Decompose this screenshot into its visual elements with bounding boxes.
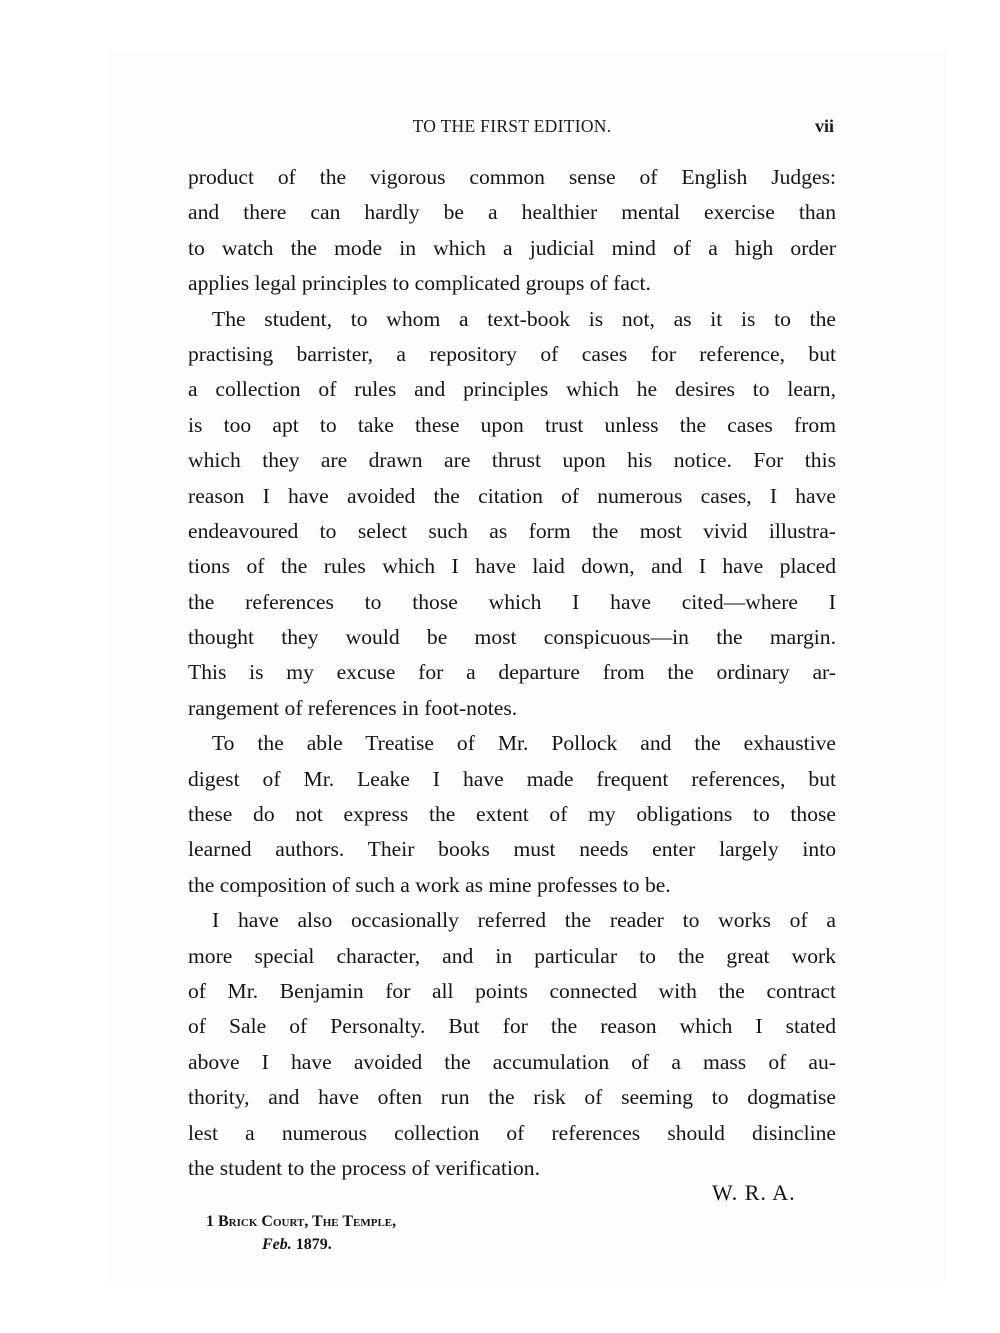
running-title: TO THE FIRST EDITION.	[412, 116, 612, 136]
text-line: reason I have avoided the citation of numerous cases, I have	[188, 483, 836, 508]
running-head	[188, 112, 836, 142]
text-line: product of the vigorous common sense of English Judges:	[188, 165, 836, 189]
body-text	[188, 160, 836, 1186]
text-line: and there can hardly be a healthier mental exercise than	[188, 200, 836, 225]
text-line: a collection of rules and principles which he desires to learn,	[188, 377, 836, 402]
text-line: the student to the process of verification.	[188, 1155, 540, 1180]
text-line: which they are drawn are thrust upon his notice. For this	[188, 448, 836, 473]
text-line: to watch the mode in which a judicial mind of a high order	[188, 235, 836, 260]
text-line: these do not express the extent of my obligations to those	[188, 802, 836, 827]
text-line: the composition of such a work as mine professes to be.	[188, 872, 671, 897]
author-initials: W. R. A.	[712, 1180, 796, 1205]
text-line: above I have avoided the accumulation of a mass of au-	[188, 1049, 836, 1074]
text-line: digest of Mr. Leake I have made frequent references, but	[188, 766, 836, 791]
paragraph	[188, 726, 836, 903]
date-year: 1879.	[295, 1236, 332, 1253]
text-line: thought they would be most conspicuous—in the margin.	[188, 625, 836, 650]
text-line: learned authors. Their books must needs enter largely into	[188, 837, 836, 862]
text-line: endeavoured to select such as form the most vivid illustra-	[188, 518, 836, 543]
text-line: more special character, and in particular to the great work	[188, 943, 836, 968]
text-line: I have also occasionally referred the reader to works of a	[212, 908, 836, 933]
page-number: vii	[814, 116, 834, 136]
text-line: of Sale of Personalty. But for the reason which I stated	[188, 1014, 836, 1039]
date-line	[262, 1236, 332, 1254]
text-line: the references to those which I have cited—where I	[188, 589, 836, 614]
text-line: rangement of references in foot-notes.	[188, 695, 518, 720]
text-line: To the able Treatise of Mr. Pollock and the exhaustive	[212, 731, 836, 756]
text-line: thority, and have often run the risk of seeming to dogmatise	[188, 1085, 836, 1110]
text-line: tions of the rules which I have laid down, and I have placed	[188, 554, 836, 579]
paragraph	[188, 903, 836, 1186]
text-line: applies legal principles to complicated groups of fact.	[188, 271, 651, 296]
paragraph	[188, 160, 836, 302]
text-line: The student, to whom a text-book is not, as it is to the	[212, 306, 836, 331]
date-month: Feb.	[262, 1236, 292, 1253]
address-line: 1 Brick Court, The Temple,	[206, 1213, 397, 1230]
text-line: is too apt to take these upon trust unless the cases from	[188, 412, 836, 437]
text-line: of Mr. Benjamin for all points connected with the contract	[188, 978, 836, 1003]
text-line: This is my excuse for a departure from the ordinary ar-	[188, 660, 836, 685]
text-line: lest a numerous collection of references should disincline	[188, 1120, 836, 1145]
text-line: practising barrister, a repository of cases for reference, but	[188, 341, 836, 366]
paragraph	[188, 302, 836, 727]
